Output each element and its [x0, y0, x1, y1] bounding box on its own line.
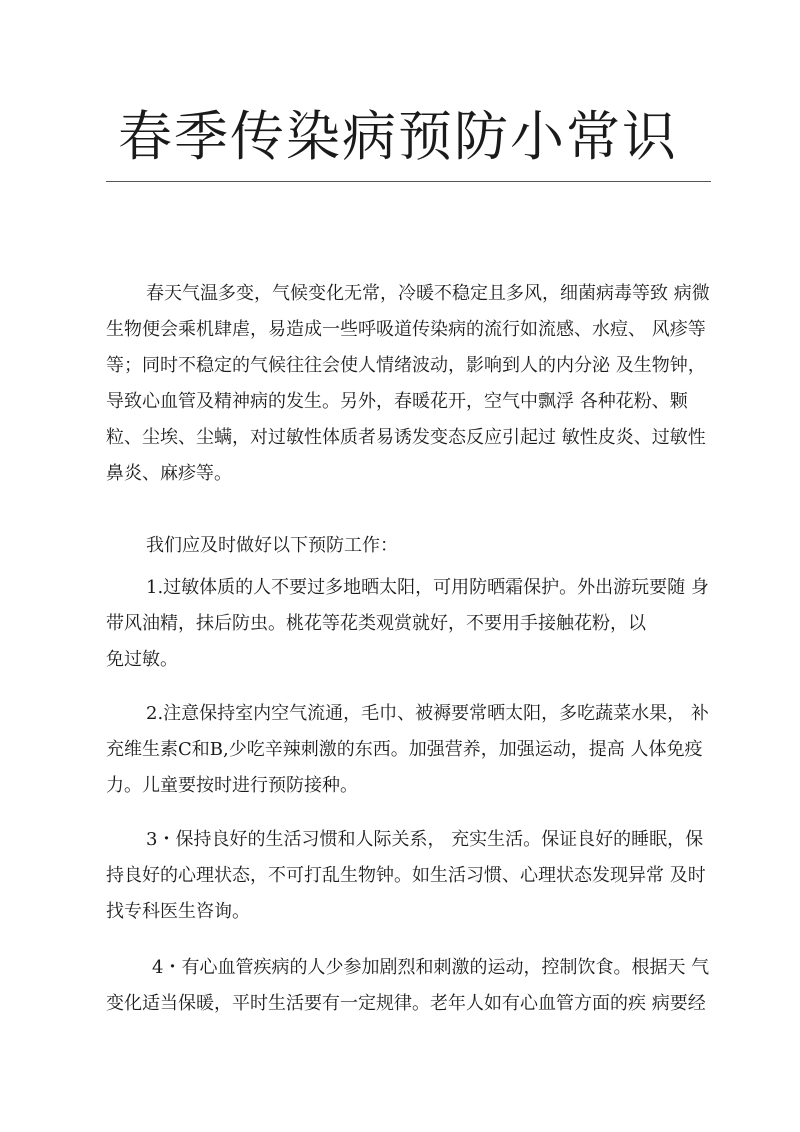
- text-line: 免过敏。: [106, 649, 178, 670]
- text-line: 力。儿童要按时进行预防接种。: [106, 775, 358, 796]
- text-line: 2.注意保持室内空气流通，毛巾、被褥要常晒太阳，多吃蔬菜水果， 补: [146, 703, 709, 724]
- text-line: 鼻炎、麻疹等。: [106, 463, 232, 484]
- text-line: 4・有心血管疾病的人少参加剧烈和刺激的运动，控制饮食。根据天 气: [152, 957, 710, 978]
- list-item-3: [106, 822, 706, 930]
- text-line: 找专科医生咨询。: [106, 901, 250, 922]
- list-item-2: [106, 696, 709, 804]
- text-line: 变化适当保暖，平时生活要有一定规律。老年人如有心血管方面的疾 病要经: [106, 993, 706, 1014]
- lead-paragraph: [106, 528, 398, 564]
- text-line: 3・保持良好的生活习惯和人际关系， 充实生活。保证良好的睡眠，保: [146, 829, 704, 850]
- text-line: 粒、尘埃、尘螨，对过敏性体质者易诱发变态反应引起过 敏性皮炎、过敏性: [106, 427, 706, 448]
- text-line: 充维生素C和B,少吃辛辣刺激的东西。加强营养，加强运动，提高 人体免疫: [106, 739, 703, 760]
- list-item-4: [106, 950, 709, 1022]
- text-line: 等；同时不稳定的气候往往会使人情绪波动，影响到人的内分泌 及生物钟，: [106, 355, 706, 376]
- text-line: 生物便会乘机肆虐，易造成一些呼吸道传染病的流行如流感、水痘、 风疹等: [106, 319, 706, 340]
- list-item-1: [106, 570, 709, 678]
- text-line: 带风油精，抹后防虫。桃花等花类观赏就好，不要用手接触花粉，以: [106, 613, 646, 634]
- title-divider: [106, 181, 711, 182]
- text-line: 1.过敏体质的人不要过多地晒太阳，可用防晒霜保护。外出游玩要随 身: [146, 577, 709, 598]
- intro-paragraph: [106, 276, 710, 492]
- text-line: 导致心血管及精神病的发生。另外，春暖花开，空气中飘浮 各种花粉、颗: [106, 391, 688, 412]
- text-line: 持良好的心理状态，不可打乱生物钟。如生活习惯、心理状态发现异常 及时: [106, 865, 706, 886]
- text-line: 春天气温多变，气候变化无常，冷暖不稳定且多风，细菌病毒等致 病微: [146, 283, 710, 304]
- page-title: 春季传染病预防小常识: [118, 105, 678, 168]
- text-line: 我们应及时做好以下预防工作：: [146, 535, 398, 556]
